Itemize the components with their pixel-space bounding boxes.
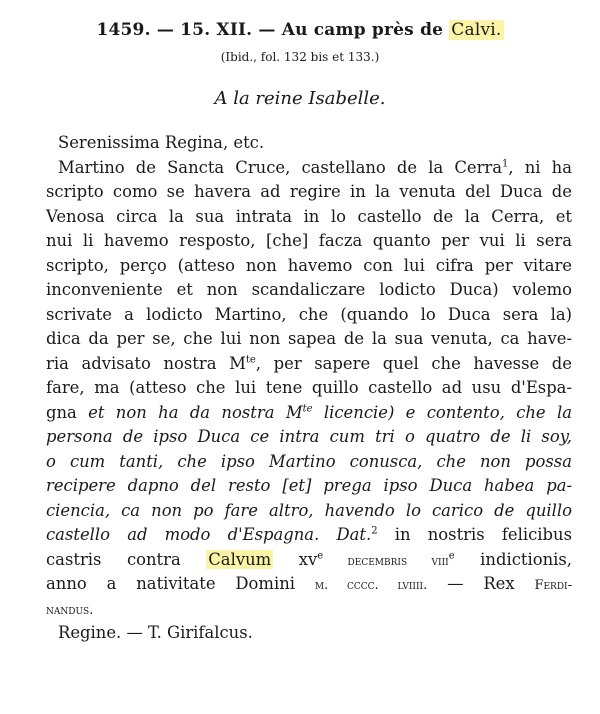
text-line: anno a nativitate Domini m. cccc. lviiii. — Rex Ferdi- bbox=[46, 574, 572, 593]
heading-date: — 15. XII. — bbox=[156, 20, 276, 40]
text-line: scripto, perço (atteso non havemo con lui cifra per vitare bbox=[46, 255, 572, 275]
heading-place-highlight: Calvi. bbox=[451, 20, 502, 40]
text-line: scrivate a lodicto Martino, che (quando lo Duca sera la) bbox=[46, 304, 572, 324]
heading-place: Au camp près de bbox=[281, 20, 444, 40]
text-line: gna et non ha da nostra $M^{te}$ licencie) e contento, che la bbox=[46, 402, 572, 422]
superscript: te bbox=[302, 403, 313, 415]
superscript: te bbox=[245, 354, 256, 366]
recipient-line: A la reine Isabelle. bbox=[214, 88, 386, 109]
letter-body bbox=[46, 131, 572, 646]
text-line: ciencia, ca non po fare altro, havendo lo carico de quillo bbox=[46, 500, 572, 520]
closing-line: Regine. — T. Girifalcus. bbox=[58, 623, 253, 642]
text-line: scripto como se havera ad regire in la venuta del Duca de bbox=[46, 182, 572, 201]
text-line: o cum tanti, che ipso Martino conusca, che non possa bbox=[46, 451, 572, 471]
text-line: Martino de Sancta Cruce, castellano de la Cerra$^1$, ni ha bbox=[58, 157, 572, 177]
text-line: recipere dapno del resto [et] prega ipso Duca habea pa- bbox=[46, 476, 572, 495]
highlighted-word: Calvum bbox=[208, 549, 272, 569]
heading-number: 1459. bbox=[96, 20, 151, 40]
footnote-marker: 1 bbox=[502, 158, 509, 170]
text-line: nandus. bbox=[46, 602, 94, 618]
text-line: dica da per se, che lui non sapea de la sua venuta, ca have- bbox=[46, 329, 572, 348]
document-heading bbox=[0, 20, 600, 40]
text-line: castris contra Calvum $xv^e$ decembris viii$^e$ indictionis, bbox=[46, 549, 572, 569]
text-line: Venosa circa la sua intrata in lo castello de la Cerra, et bbox=[46, 206, 572, 226]
salutation: Serenissima Regina, etc. bbox=[58, 133, 265, 152]
text-line: ria advisato nostra $M^{te}$, per sapere quel che havesse de bbox=[46, 353, 572, 373]
text-line: nui li havemo resposto, [che] facza quanto per vui li sera bbox=[46, 231, 572, 250]
footnote-marker: 2 bbox=[371, 525, 378, 537]
text-line: persona de ipso Duca ce intra cum tri o quatro de li soy, bbox=[46, 427, 572, 446]
source-reference: (Ibid., fol. 132 bis et 133.) bbox=[220, 50, 380, 64]
text-line: fare, ma (atteso che lui tene quillo castello ad usu d'Espa- bbox=[46, 378, 572, 397]
text-line: inconveniente et non scandaliczare lodicto Duca) volemo bbox=[46, 280, 572, 299]
text-line: castello ad modo d'Espagna. Dat.$^2$ in nostris felicibus bbox=[46, 525, 572, 544]
